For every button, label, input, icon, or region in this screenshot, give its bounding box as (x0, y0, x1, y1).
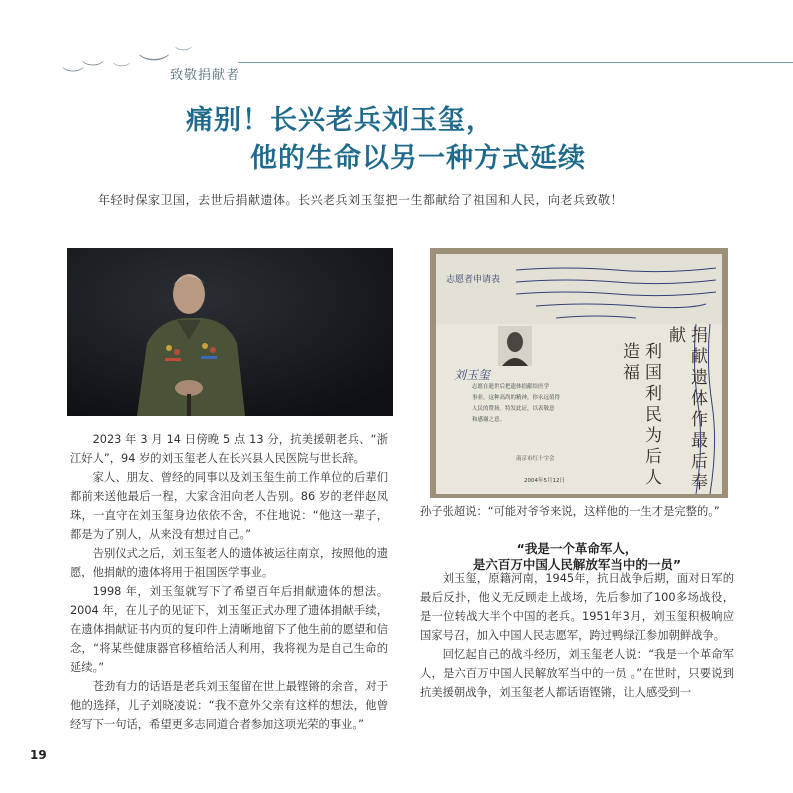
certificate-col-left: 利国利民为后人造福 (619, 342, 661, 489)
certificate-col-right: 捐献遗体作最后奉献 (665, 326, 707, 494)
bird-icon: ︶ (174, 46, 193, 59)
subtitle: 年轻时保家卫国，去世后捐献遗体。长兴老兵刘玉玺把一生都献给了祖国和人民，向老兵致敬！ (98, 193, 624, 207)
bird-icon: ︶ (81, 61, 105, 77)
certificate-text: 志愿在逝世后把遗体捐献给医学 事业。这种高尚的精神，你永远值得 人民的赞扬。特发此证，以表敬意 和感谢之意。 (472, 384, 561, 423)
portrait-photo (67, 248, 393, 416)
person-photo-icon (498, 326, 532, 366)
header-rule (238, 62, 793, 63)
paragraph: 2023 年 3 月 14 日傍晚 5 点 13 分，抗美援朝老兵、“浙江好人”，94 岁的刘玉玺老人在长兴县人民医院与世长辞。 (70, 433, 388, 465)
handwriting-area (436, 254, 722, 324)
left-column (70, 430, 388, 734)
certificate-signature: 刘玉玺 (454, 368, 491, 382)
handwritten-margin-icon (686, 324, 722, 494)
right-column (420, 569, 734, 702)
id-photo (498, 326, 532, 366)
paragraph: 1998 年，刘玉玺就写下了希望百年后捐献遗体的想法。2004 年，在儿子的见证下，刘玉玺正式办理了遗体捐献手续，在遗体捐献证书内页的复印件上清晰地留下了他生前的愿望和信念，“将某些健康器官移植给活人利用，我将视为是自己生命的延续。” (70, 585, 388, 674)
veteran-portrait-icon (67, 248, 393, 416)
certificate-heading: 志愿者申请表 (446, 275, 501, 285)
paragraph: 苍劲有力的话语是老兵刘玉玺留在世上最铿锵的余音，对于他的选择，儿子刘晓凌说：“我不意外父亲有这样的想法，他曾经写下一句话，希望更多志同道合者参加这项光荣的事业。” (70, 680, 388, 731)
bird-icon: ︶ (112, 62, 131, 75)
certificate-date: 2004年5月12日 (524, 478, 565, 484)
certificate-paper (436, 254, 722, 494)
page-title-line1: 痛别！长兴老兵刘玉玺， (186, 105, 494, 136)
bird-icon: ︶ (61, 67, 85, 83)
handwritten-lines-icon (516, 262, 716, 322)
certificate-issuer: 南京市红十字会 (516, 456, 555, 462)
paragraph: 告别仪式之后，刘玉玺老人的遗体被运往南京，按照他的遗愿，他捐献的遗体将用于祖国医学事业。 (70, 547, 388, 579)
photo-caption: 孙子张超说：“可能对爷爷来说，这样他的一生才是完整的。” (420, 505, 720, 518)
section-label: 致敬捐献者 (170, 68, 241, 83)
page-number: 19 (30, 748, 47, 762)
paragraph: 刘玉玺，原籍河南，1945年，抗日战争后期，面对日军的最后反扑，他义无反顾走上战场，先后参加了100多场战役，是一位转战大半个中国的老兵。1951年3月，刘玉玺积极响应国家号召，加入中国人民志愿军，跨过鸭绿江参加朝鲜战争。 (420, 572, 734, 642)
donation-certificate-photo (430, 248, 728, 498)
page-title-line2: 他的生命以另一种方式延续 (250, 143, 586, 174)
paragraph: 回忆起自己的战斗经历，刘玉玺老人说：“我是一个革命军人，是六百万中国人民解放军当中的一员 。”在世时，只要说到抗美援朝战争，刘玉玺老人都话语铿锵，让人感受到一 (420, 648, 734, 699)
bird-icon: ︶ (138, 52, 170, 76)
section-subheading: “我是一个革命军人， 是六百万中国人民解放军当中的一员” (472, 541, 682, 572)
paragraph: 家人、朋友、曾经的同事以及刘玉玺生前工作单位的后辈们都前来送他最后一程，大家含泪向老人告别。86 岁的老伴赵凤珠，一直守在刘玉玺身边依依不舍，不住地说：“他这一辈子，都是为了别人，从来没有想过自己。” (70, 471, 388, 541)
